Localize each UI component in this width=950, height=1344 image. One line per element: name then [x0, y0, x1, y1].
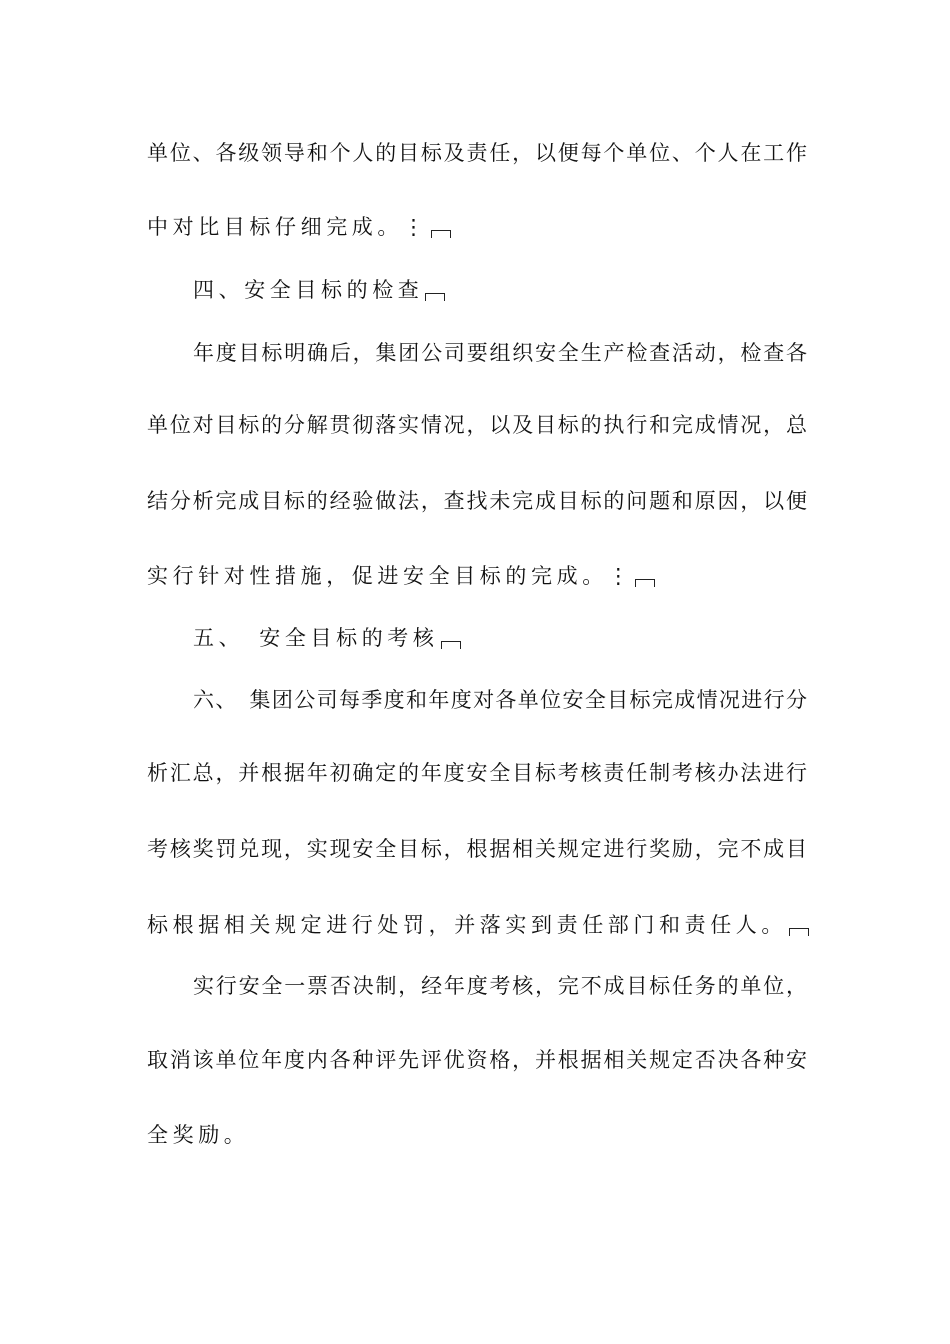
- paragraph-mark-icon: [425, 293, 445, 301]
- paragraph-line: 析汇总，并根据年初确定的年度安全目标考核责任制考核办法进行: [147, 761, 807, 785]
- paragraph-line: 中对比目标仔细完成。⋮: [147, 212, 807, 242]
- paragraph-mark-icon: [635, 579, 655, 587]
- paragraph-mark-icon: [431, 230, 451, 238]
- paragraph-line: 结分析完成目标的经验做法，查找未完成目标的问题和原因，以便: [147, 489, 807, 513]
- paragraph-line: 标根据相关规定进行处罚，并落实到责任部门和责任人。: [147, 910, 807, 940]
- paragraph-line: 实行针对性措施，促进安全目标的完成。⋮: [147, 561, 807, 591]
- section-heading: 五、 安全目标的考核: [193, 623, 807, 653]
- paragraph-line: 年度目标明确后，集团公司要组织安全生产检查活动，检查各: [193, 341, 807, 365]
- paragraph-line: 全奖励。: [147, 1123, 250, 1147]
- paragraph-line: 实行安全一票否决制，经年度考核，完不成目标任务的单位，: [193, 974, 807, 998]
- paragraph-mark-icon: [441, 641, 461, 649]
- paragraph-line: 单位、各级领导和个人的目标及责任，以便每个单位、个人在工作: [147, 141, 807, 165]
- paragraph-line: 取消该单位年度内各种评先评优资格，并根据相关规定否决各种安: [147, 1048, 807, 1072]
- paragraph-line: 考核奖罚兑现，实现安全目标，根据相关规定进行奖励，完不成目: [147, 837, 807, 861]
- paragraph-mark-icon: [789, 928, 809, 936]
- paragraph-line: 六、 集团公司每季度和年度对各单位安全目标完成情况进行分: [193, 688, 807, 712]
- paragraph-line: 单位对目标的分解贯彻落实情况，以及目标的执行和完成情况，总: [147, 413, 807, 437]
- section-heading: 四、安全目标的检查: [193, 275, 807, 305]
